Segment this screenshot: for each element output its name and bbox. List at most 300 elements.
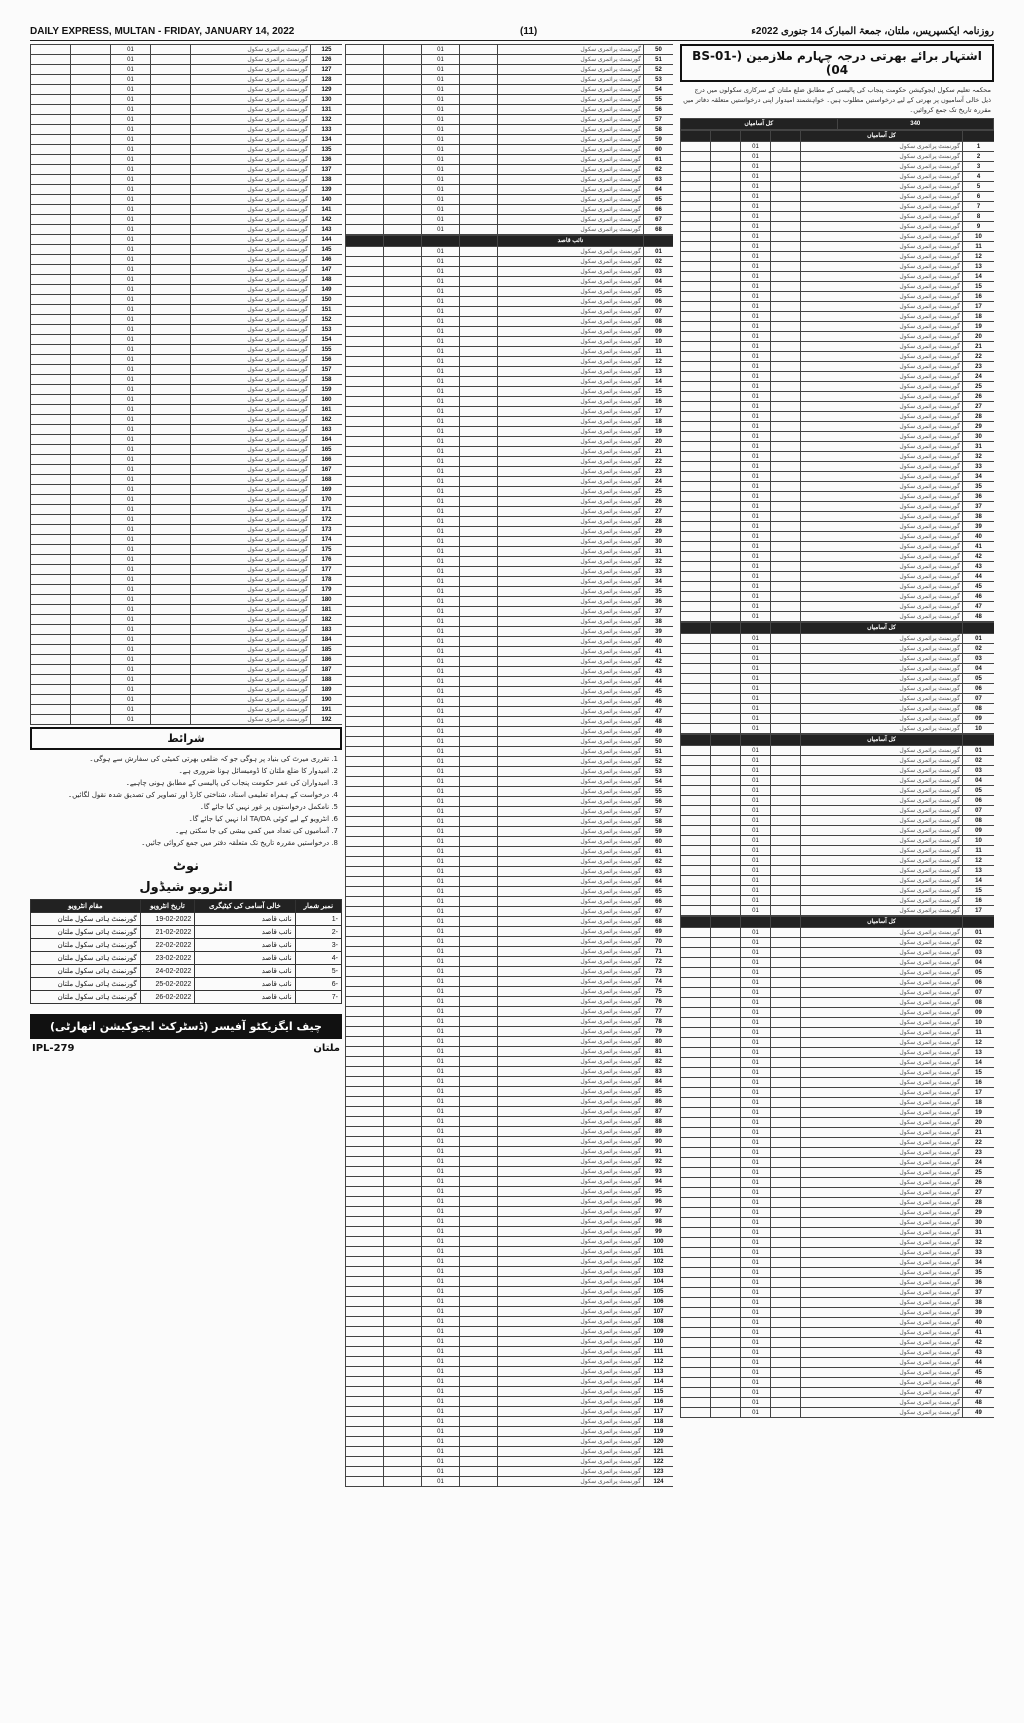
cell-value: 01 bbox=[111, 395, 151, 405]
table-row bbox=[346, 677, 674, 687]
cell-empty bbox=[346, 1397, 384, 1407]
cell-school-name: گورنمنٹ پرائمری سکول bbox=[801, 1018, 963, 1028]
cell-empty bbox=[346, 1207, 384, 1217]
cell-empty bbox=[771, 192, 801, 202]
cell-serial: 140 bbox=[311, 195, 343, 205]
cell-value: 01 bbox=[422, 1117, 460, 1127]
cell-value: 01 bbox=[422, 247, 460, 257]
cell-value: 01 bbox=[111, 385, 151, 395]
cell-empty bbox=[771, 756, 801, 766]
cell-school-name: گورنمنٹ پرائمری سکول bbox=[191, 665, 311, 675]
ad-intro: محکمہ تعلیم سکول ایجوکیشن حکومت پنجاب کی پالیسی کے مطابق ضلع ملتان کے سرکاری سکولوں میں درج ذیل خالی آسامیوں پر بھرتی کے لیے درخواستیں مطلوب ہیں۔ خواہشمند امیدوار اپنی درخواستیں متعلقہ دفاتر میں مقررہ تاریخ تک جمع کروائیں۔ bbox=[683, 86, 991, 114]
table-row bbox=[681, 786, 995, 796]
cell-value: 01 bbox=[422, 657, 460, 667]
cell-empty bbox=[346, 1247, 384, 1257]
cell-school-name: گورنمنٹ پرائمری سکول bbox=[801, 172, 963, 182]
cell-empty bbox=[711, 462, 741, 472]
cell-empty bbox=[346, 477, 384, 487]
cell-empty bbox=[384, 777, 422, 787]
cell-school-name: گورنمنٹ پرائمری سکول bbox=[191, 315, 311, 325]
table-row bbox=[31, 85, 343, 95]
cell-value: 01 bbox=[741, 988, 771, 998]
cell-school-name: گورنمنٹ پرائمری سکول bbox=[191, 475, 311, 485]
cell-school-name: گورنمنٹ پرائمری سکول bbox=[498, 1047, 644, 1057]
cell-empty bbox=[771, 1368, 801, 1378]
cell-empty bbox=[384, 247, 422, 257]
cell-empty bbox=[460, 1207, 498, 1217]
cell-value: 01 bbox=[111, 435, 151, 445]
table-row bbox=[346, 1347, 674, 1357]
cell-empty bbox=[346, 1267, 384, 1277]
cell-empty bbox=[71, 495, 111, 505]
cell-empty bbox=[384, 125, 422, 135]
cell-empty bbox=[460, 1467, 498, 1477]
cell-empty bbox=[346, 1307, 384, 1317]
cell-empty bbox=[384, 1367, 422, 1377]
cell-empty bbox=[346, 307, 384, 317]
cell-value: 01 bbox=[422, 1237, 460, 1247]
cell-empty bbox=[71, 275, 111, 285]
column-middle bbox=[345, 44, 673, 1694]
cell-value: 01 bbox=[422, 577, 460, 587]
cell-school-name: گورنمنٹ پرائمری سکول bbox=[801, 292, 963, 302]
table-row bbox=[681, 1058, 995, 1068]
table-row bbox=[681, 1318, 995, 1328]
cell-empty bbox=[151, 695, 191, 705]
cell-serial: 179 bbox=[311, 585, 343, 595]
table-row bbox=[31, 585, 343, 595]
cell-value: 01 bbox=[741, 1018, 771, 1028]
cell-empty bbox=[711, 1308, 741, 1318]
table-row bbox=[346, 1137, 674, 1147]
cell-value: 01 bbox=[422, 907, 460, 917]
interview-cell: 23-02-2022 bbox=[140, 952, 195, 965]
cell-school-name: گورنمنٹ پرائمری سکول bbox=[801, 1318, 963, 1328]
cell-school-name: گورنمنٹ پرائمری سکول bbox=[801, 866, 963, 876]
cell-value: 01 bbox=[422, 917, 460, 927]
cell-empty bbox=[384, 557, 422, 567]
cell-serial: 165 bbox=[311, 445, 343, 455]
cell-empty bbox=[460, 1367, 498, 1377]
cell-value: 01 bbox=[422, 497, 460, 507]
cell-empty bbox=[771, 1188, 801, 1198]
cell-value: 01 bbox=[422, 557, 460, 567]
cell-empty bbox=[460, 1447, 498, 1457]
cell-serial: 33 bbox=[963, 462, 995, 472]
cell-empty bbox=[346, 1277, 384, 1287]
cell-empty bbox=[460, 1377, 498, 1387]
cell-empty bbox=[681, 1288, 711, 1298]
cell-value: 01 bbox=[422, 257, 460, 267]
cell-school-name: گورنمنٹ پرائمری سکول bbox=[801, 232, 963, 242]
table-row bbox=[681, 402, 995, 412]
cell-school-name: گورنمنٹ پرائمری سکول bbox=[498, 95, 644, 105]
cell-school-name: گورنمنٹ پرائمری سکول bbox=[191, 295, 311, 305]
cell-empty bbox=[346, 807, 384, 817]
cell-empty bbox=[31, 655, 71, 665]
cell-empty bbox=[681, 452, 711, 462]
officer-box: چیف ایگزیکٹو آفیسر (ڈسٹرکٹ ایجوکیشن اتھارٹی) bbox=[30, 1014, 342, 1039]
cell-empty bbox=[460, 215, 498, 225]
cell-empty bbox=[771, 392, 801, 402]
cell-serial: 144 bbox=[311, 235, 343, 245]
cell-school-name: گورنمنٹ پرائمری سکول bbox=[801, 412, 963, 422]
cell-empty bbox=[346, 225, 384, 235]
cell-serial: 06 bbox=[963, 796, 995, 806]
table-row bbox=[31, 595, 343, 605]
school-table-2b bbox=[345, 235, 673, 1487]
cell-empty bbox=[346, 567, 384, 577]
masthead-date: DAILY EXPRESS, MULTAN - FRIDAY, JANUARY 14, 2022 bbox=[30, 26, 295, 37]
table-row bbox=[31, 205, 343, 215]
cell-empty bbox=[460, 1337, 498, 1347]
cell-empty bbox=[771, 826, 801, 836]
cell-empty bbox=[384, 697, 422, 707]
cell-school-name: گورنمنٹ پرائمری سکول bbox=[801, 786, 963, 796]
cell-serial: 01 bbox=[963, 634, 995, 644]
table-row bbox=[31, 245, 343, 255]
cell-value: 01 bbox=[422, 1317, 460, 1327]
cell-value: 01 bbox=[111, 475, 151, 485]
cell-value: 01 bbox=[422, 287, 460, 297]
cell-school-name: گورنمنٹ پرائمری سکول bbox=[801, 1068, 963, 1078]
cell-empty bbox=[31, 625, 71, 635]
cell-empty bbox=[346, 657, 384, 667]
cell-empty bbox=[460, 1257, 498, 1267]
cell-serial: 11 bbox=[644, 347, 674, 357]
cell-value: 01 bbox=[422, 1167, 460, 1177]
cell-serial: 47 bbox=[963, 602, 995, 612]
cell-school-name: گورنمنٹ پرائمری سکول bbox=[498, 287, 644, 297]
cell-empty bbox=[460, 1457, 498, 1467]
table-row bbox=[681, 1048, 995, 1058]
cell-empty bbox=[151, 615, 191, 625]
cell-serial: 34 bbox=[963, 1258, 995, 1268]
cell-school-name: گورنمنٹ پرائمری سکول bbox=[801, 1078, 963, 1088]
cell-serial: 35 bbox=[963, 482, 995, 492]
cell-serial: 9 bbox=[963, 222, 995, 232]
cell-value: 01 bbox=[422, 1307, 460, 1317]
cell-school-name: گورنمنٹ پرائمری سکول bbox=[498, 1267, 644, 1277]
table-row bbox=[681, 968, 995, 978]
cell-serial: 24 bbox=[963, 1158, 995, 1168]
cell-empty bbox=[711, 856, 741, 866]
cell-value: 01 bbox=[422, 205, 460, 215]
cell-empty bbox=[711, 1268, 741, 1278]
cell-school-name: گورنمنٹ پرائمری سکول bbox=[801, 312, 963, 322]
cell-value: 01 bbox=[422, 1027, 460, 1037]
cell-empty bbox=[711, 866, 741, 876]
cell-value: 01 bbox=[422, 927, 460, 937]
table-row bbox=[31, 545, 343, 555]
cell-empty bbox=[711, 492, 741, 502]
cell-empty bbox=[151, 195, 191, 205]
table-row bbox=[681, 192, 995, 202]
cell-empty bbox=[460, 1437, 498, 1447]
table-row bbox=[681, 876, 995, 886]
cell-empty bbox=[346, 677, 384, 687]
cell-value: 01 bbox=[741, 1048, 771, 1058]
cell-empty bbox=[71, 405, 111, 415]
cell-empty bbox=[384, 477, 422, 487]
cell-empty bbox=[384, 687, 422, 697]
cell-empty bbox=[151, 225, 191, 235]
cell-empty bbox=[711, 332, 741, 342]
cell-empty bbox=[384, 1387, 422, 1397]
cell-empty bbox=[71, 375, 111, 385]
cell-serial: 27 bbox=[644, 507, 674, 517]
cell-serial: 44 bbox=[644, 677, 674, 687]
table-row bbox=[346, 877, 674, 887]
cell-value: 01 bbox=[422, 1087, 460, 1097]
cell-empty bbox=[681, 1148, 711, 1158]
cell-value: 01 bbox=[422, 897, 460, 907]
cell-serial: 173 bbox=[311, 525, 343, 535]
cell-empty bbox=[681, 746, 711, 756]
cell-value: 01 bbox=[422, 1257, 460, 1267]
cell-empty bbox=[384, 1227, 422, 1237]
cell-value: 01 bbox=[422, 1267, 460, 1277]
cell-serial: 39 bbox=[644, 627, 674, 637]
cell-serial: 75 bbox=[644, 987, 674, 997]
table-row bbox=[31, 485, 343, 495]
table-row bbox=[31, 95, 343, 105]
cell-empty bbox=[711, 322, 741, 332]
cell-serial: 12 bbox=[644, 357, 674, 367]
cell-value: 01 bbox=[741, 896, 771, 906]
cell-empty bbox=[460, 1237, 498, 1247]
column-right bbox=[680, 44, 994, 1694]
cell-serial: 08 bbox=[963, 816, 995, 826]
cell-empty bbox=[771, 796, 801, 806]
table-row bbox=[681, 836, 995, 846]
cell-empty bbox=[681, 796, 711, 806]
cell-serial: 15 bbox=[963, 886, 995, 896]
cell-serial: 01 bbox=[963, 928, 995, 938]
cell-school-name: گورنمنٹ پرائمری سکول bbox=[498, 527, 644, 537]
cell-empty bbox=[346, 847, 384, 857]
cell-serial: 13 bbox=[963, 866, 995, 876]
interview-cell: گورنمنٹ ہائی سکول ملتان bbox=[31, 965, 141, 978]
cell-school-name: گورنمنٹ پرائمری سکول bbox=[191, 365, 311, 375]
cell-school-name: گورنمنٹ پرائمری سکول bbox=[498, 125, 644, 135]
cell-empty bbox=[771, 948, 801, 958]
cell-empty bbox=[31, 305, 71, 315]
cell-empty bbox=[771, 906, 801, 916]
cell-empty bbox=[711, 1098, 741, 1108]
header-cell bbox=[422, 236, 460, 247]
cell-serial: 46 bbox=[644, 697, 674, 707]
cell-empty bbox=[460, 175, 498, 185]
cell-value: 01 bbox=[741, 1328, 771, 1338]
cell-empty bbox=[384, 267, 422, 277]
cell-serial: 02 bbox=[963, 938, 995, 948]
cell-empty bbox=[151, 555, 191, 565]
cell-serial: 95 bbox=[644, 1187, 674, 1197]
cell-school-name: گورنمنٹ پرائمری سکول bbox=[801, 1088, 963, 1098]
cell-serial: 110 bbox=[644, 1337, 674, 1347]
cell-serial: 97 bbox=[644, 1207, 674, 1217]
cell-school-name: گورنمنٹ پرائمری سکول bbox=[498, 1167, 644, 1177]
cell-empty bbox=[460, 135, 498, 145]
cell-empty bbox=[771, 776, 801, 786]
cell-school-name: گورنمنٹ پرائمری سکول bbox=[191, 115, 311, 125]
cell-empty bbox=[151, 185, 191, 195]
cell-serial: 46 bbox=[963, 1378, 995, 1388]
table-row bbox=[681, 1228, 995, 1238]
cell-empty bbox=[346, 987, 384, 997]
cell-school-name: گورنمنٹ پرائمری سکول bbox=[801, 1118, 963, 1128]
cell-empty bbox=[711, 152, 741, 162]
cell-empty bbox=[71, 655, 111, 665]
cell-empty bbox=[346, 1317, 384, 1327]
cell-serial: 81 bbox=[644, 1047, 674, 1057]
cell-empty bbox=[151, 595, 191, 605]
cell-empty bbox=[711, 402, 741, 412]
cell-serial: 68 bbox=[644, 917, 674, 927]
cell-school-name: گورنمنٹ پرائمری سکول bbox=[801, 1208, 963, 1218]
cell-serial: 53 bbox=[644, 75, 674, 85]
cell-school-name: گورنمنٹ پرائمری سکول bbox=[498, 1437, 644, 1447]
cell-school-name: گورنمنٹ پرائمری سکول bbox=[191, 415, 311, 425]
cell-empty bbox=[681, 412, 711, 422]
cell-empty bbox=[384, 917, 422, 927]
cell-empty bbox=[346, 1197, 384, 1207]
cell-empty bbox=[771, 928, 801, 938]
cell-value: 01 bbox=[741, 876, 771, 886]
table-row bbox=[31, 335, 343, 345]
cell-empty bbox=[460, 1427, 498, 1437]
cell-value: 01 bbox=[422, 767, 460, 777]
cell-serial: 10 bbox=[963, 1018, 995, 1028]
cell-value: 01 bbox=[111, 695, 151, 705]
table-row bbox=[31, 55, 343, 65]
cell-empty bbox=[384, 767, 422, 777]
school-table-2a bbox=[345, 44, 673, 235]
cell-empty bbox=[384, 195, 422, 205]
cell-empty bbox=[384, 1247, 422, 1257]
cell-empty bbox=[460, 597, 498, 607]
cell-serial: 99 bbox=[644, 1227, 674, 1237]
cell-school-name: گورنمنٹ پرائمری سکول bbox=[498, 1397, 644, 1407]
cell-empty bbox=[71, 205, 111, 215]
cell-serial: 168 bbox=[311, 475, 343, 485]
cell-value: 01 bbox=[741, 262, 771, 272]
cell-empty bbox=[681, 644, 711, 654]
cell-value: 01 bbox=[422, 867, 460, 877]
cell-school-name: گورنمنٹ پرائمری سکول bbox=[498, 747, 644, 757]
cell-serial: 10 bbox=[963, 232, 995, 242]
cell-empty bbox=[711, 362, 741, 372]
cell-empty bbox=[460, 507, 498, 517]
cell-school-name: گورنمنٹ پرائمری سکول bbox=[801, 212, 963, 222]
cell-value: 01 bbox=[741, 442, 771, 452]
cell-empty bbox=[681, 948, 711, 958]
cell-school-name: گورنمنٹ پرائمری سکول bbox=[498, 135, 644, 145]
table-row bbox=[681, 1098, 995, 1108]
cell-empty bbox=[681, 552, 711, 562]
cell-serial: 20 bbox=[644, 437, 674, 447]
cell-empty bbox=[31, 245, 71, 255]
cell-value: 01 bbox=[422, 1127, 460, 1137]
cell-serial: 187 bbox=[311, 665, 343, 675]
cell-value: 01 bbox=[741, 978, 771, 988]
cell-empty bbox=[711, 1008, 741, 1018]
cell-serial: 07 bbox=[963, 806, 995, 816]
table-row bbox=[681, 714, 995, 724]
table-row bbox=[31, 235, 343, 245]
cell-value: 01 bbox=[422, 807, 460, 817]
cell-value: 01 bbox=[422, 347, 460, 357]
cell-empty bbox=[346, 557, 384, 567]
cell-serial: 169 bbox=[311, 485, 343, 495]
cell-empty bbox=[771, 1408, 801, 1418]
cell-value: 01 bbox=[422, 937, 460, 947]
cell-empty bbox=[681, 1398, 711, 1408]
cell-serial: 70 bbox=[644, 937, 674, 947]
cell-school-name: گورنمنٹ پرائمری سکول bbox=[191, 505, 311, 515]
cell-serial: 23 bbox=[963, 1148, 995, 1158]
cell-value: 01 bbox=[741, 796, 771, 806]
cell-empty bbox=[711, 1078, 741, 1088]
cell-empty bbox=[346, 1467, 384, 1477]
cell-empty bbox=[151, 705, 191, 715]
cell-value: 01 bbox=[741, 272, 771, 282]
cell-school-name: گورنمنٹ پرائمری سکول bbox=[191, 385, 311, 395]
cell-empty bbox=[460, 867, 498, 877]
cell-value: 01 bbox=[422, 75, 460, 85]
cell-empty bbox=[71, 355, 111, 365]
cell-empty bbox=[31, 155, 71, 165]
cell-value: 01 bbox=[741, 1288, 771, 1298]
table-row bbox=[31, 625, 343, 635]
cell-empty bbox=[771, 152, 801, 162]
cell-empty bbox=[771, 472, 801, 482]
cell-empty bbox=[151, 525, 191, 535]
cell-value: 01 bbox=[111, 275, 151, 285]
cell-empty bbox=[384, 817, 422, 827]
cell-empty bbox=[346, 1137, 384, 1147]
cell-serial: 16 bbox=[963, 896, 995, 906]
table-row bbox=[681, 342, 995, 352]
cell-empty bbox=[346, 1007, 384, 1017]
cell-school-name: گورنمنٹ پرائمری سکول bbox=[801, 222, 963, 232]
cell-serial: 67 bbox=[644, 215, 674, 225]
cell-school-name: گورنمنٹ پرائمری سکول bbox=[191, 565, 311, 575]
cell-value: 01 bbox=[422, 367, 460, 377]
cell-empty bbox=[384, 135, 422, 145]
cell-empty bbox=[460, 447, 498, 457]
cell-empty bbox=[346, 437, 384, 447]
cell-school-name: گورنمنٹ پرائمری سکول bbox=[801, 948, 963, 958]
cell-school-name: گورنمنٹ پرائمری سکول bbox=[801, 1408, 963, 1418]
table-row bbox=[346, 907, 674, 917]
table-row bbox=[346, 977, 674, 987]
header-cell bbox=[963, 131, 995, 142]
cell-empty bbox=[711, 192, 741, 202]
table-row bbox=[681, 766, 995, 776]
cell-empty bbox=[346, 857, 384, 867]
cell-empty bbox=[384, 1347, 422, 1357]
cell-value: 01 bbox=[422, 1337, 460, 1347]
cell-empty bbox=[681, 1388, 711, 1398]
cell-empty bbox=[711, 684, 741, 694]
cell-empty bbox=[346, 1187, 384, 1197]
cell-empty bbox=[711, 1388, 741, 1398]
cell-empty bbox=[460, 417, 498, 427]
table-row bbox=[681, 182, 995, 192]
cell-serial: 39 bbox=[963, 1308, 995, 1318]
